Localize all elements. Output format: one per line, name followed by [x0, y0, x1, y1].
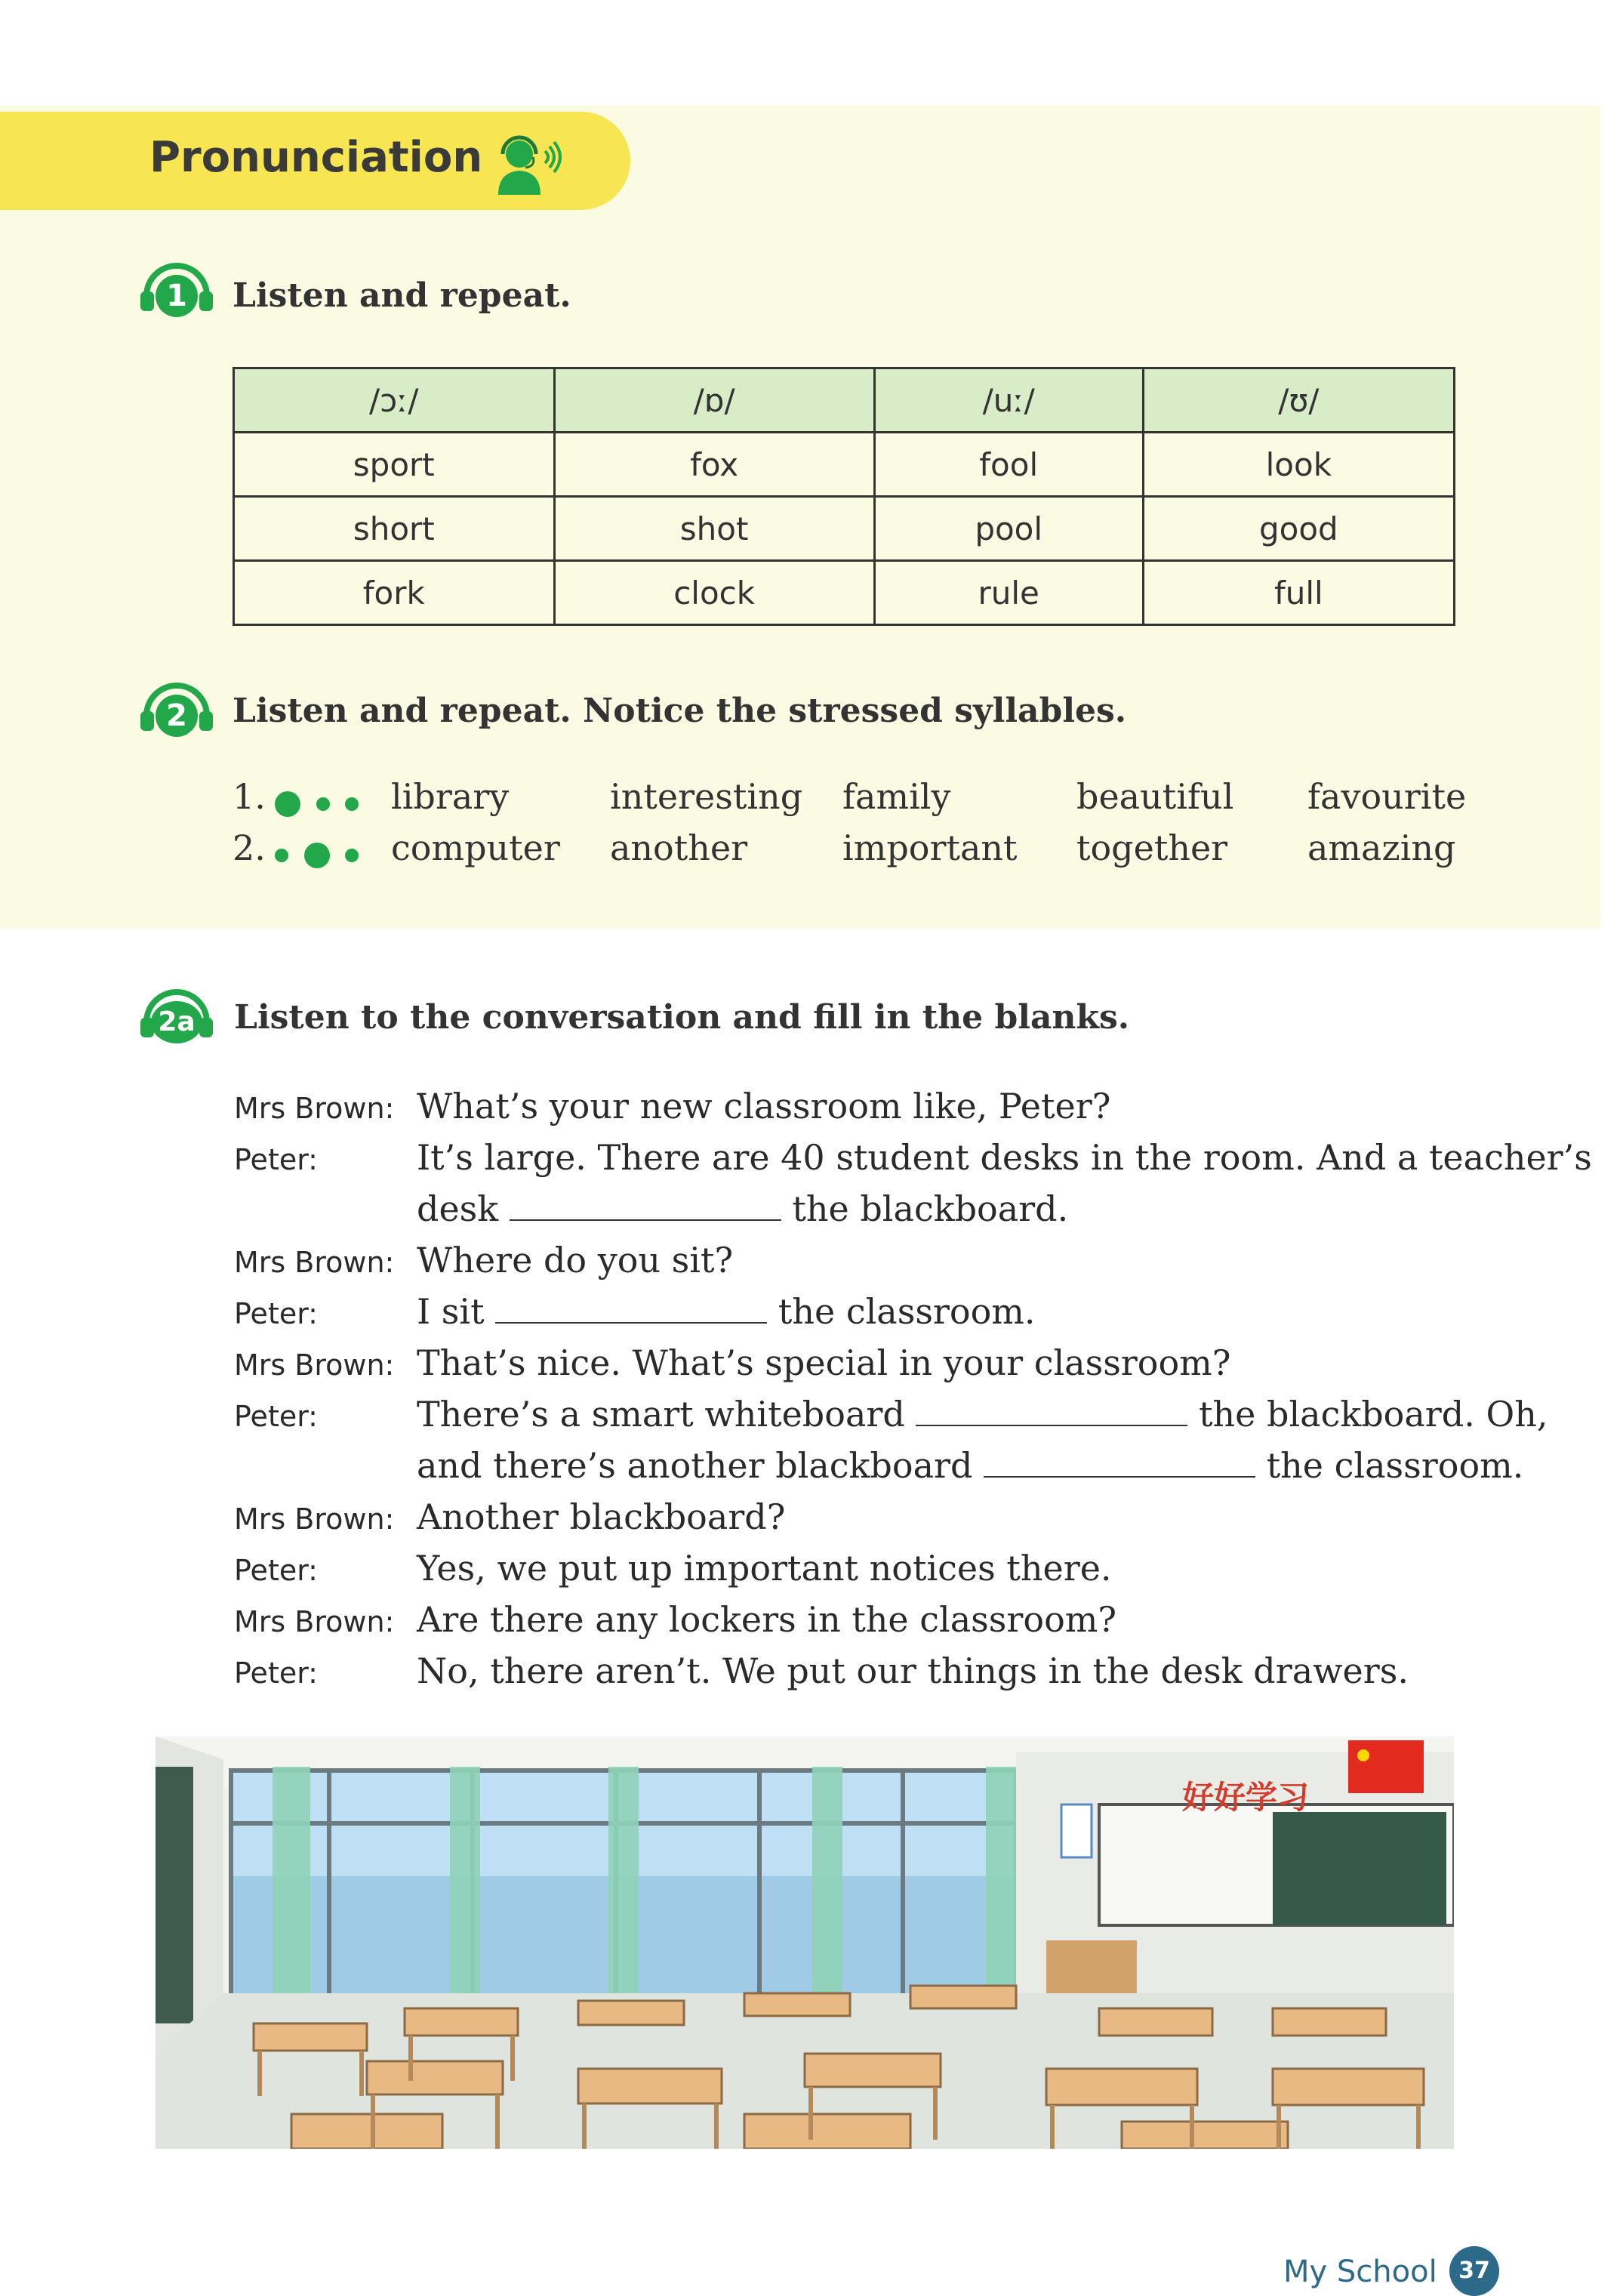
stress-group-label: 2. [233, 827, 266, 868]
table-header-row [234, 368, 1455, 433]
line-text: Where do you sit? [417, 1240, 734, 1281]
banner-slogan: 好好学习 [1182, 1779, 1310, 1816]
line-text: I sit [417, 1291, 485, 1332]
stress-group-label: 1. [233, 776, 266, 817]
line-text: Are there any lockers in the classroom? [417, 1599, 1117, 1640]
line-text: and there’s another blackboard [417, 1445, 973, 1486]
speaker: Peter: [234, 1297, 318, 1330]
answer-blank-3[interactable] [916, 1398, 1187, 1426]
line-text: What’s your new classroom like, Peter? [417, 1086, 1111, 1126]
dialogue-line [234, 1137, 1592, 1182]
stress-group-2 [233, 827, 1471, 873]
line-text: It’s large. There are 40 student desks in the room. And a teacher’s [417, 1137, 1592, 1178]
stress-pattern-strong-weak-weak [275, 781, 359, 821]
dialogue-line [234, 1240, 1472, 1285]
section-title: Pronunciation [149, 133, 483, 182]
stress-group-1 [233, 776, 1471, 821]
line-text: the blackboard. [792, 1188, 1069, 1229]
dialogue-line [234, 1188, 1472, 1234]
dialogue-line [234, 1342, 1472, 1388]
stress-word: another [610, 827, 748, 868]
column-header: /uː/ [874, 368, 1143, 433]
headset-speaker-icon [489, 125, 565, 201]
table-cell: look [1143, 433, 1454, 497]
stress-word: beautiful [1076, 776, 1234, 817]
line-text: That’s nice. What’s special in your classroom? [417, 1342, 1231, 1383]
speaker: Peter: [234, 1657, 318, 1690]
speaker: Peter: [234, 1143, 318, 1176]
line-text: desk [417, 1188, 499, 1229]
dialogue-line [234, 1599, 1472, 1644]
dialogue-line [234, 1394, 1548, 1439]
line-text: Yes, we put up important notices there. [417, 1548, 1112, 1589]
unit-title: My School [1283, 2254, 1437, 2289]
dialogue-line [234, 1496, 1472, 1542]
stress-word: interesting [610, 776, 803, 817]
table-cell: short [234, 497, 555, 561]
stress-word: amazing [1307, 827, 1456, 868]
line-text: the classroom. [1266, 1445, 1524, 1486]
stress-word: library [391, 776, 510, 817]
line-text: No, there aren’t. We put our things in the desk drawers. [417, 1650, 1409, 1691]
answer-blank-2[interactable] [495, 1295, 767, 1324]
stress-word: favourite [1307, 776, 1467, 817]
speaker: Mrs Brown: [234, 1348, 395, 1382]
line-text: Another blackboard? [417, 1496, 786, 1537]
phonetics-table [233, 367, 1455, 626]
table-cell: clock [554, 561, 874, 625]
table-cell: good [1143, 497, 1454, 561]
answer-blank-1[interactable] [510, 1192, 781, 1221]
stress-word: together [1076, 827, 1228, 868]
table-cell: shot [554, 497, 874, 561]
activity-2a-instruction: Listen to the conversation and fill in the blanks. [234, 998, 1130, 1037]
speaker: Mrs Brown: [234, 1092, 395, 1125]
activity-2-number: 2 [156, 695, 198, 737]
dialogue-line [234, 1291, 1472, 1336]
speaker: Mrs Brown: [234, 1502, 395, 1536]
answer-blank-4[interactable] [984, 1449, 1255, 1478]
table-cell: fox [554, 433, 874, 497]
stress-pattern-weak-strong-weak [275, 832, 359, 873]
stress-word: family [842, 776, 951, 817]
line-text: the classroom. [778, 1291, 1036, 1332]
column-header: /ɒ/ [554, 368, 874, 433]
speaker: Peter: [234, 1554, 318, 1587]
line-text: There’s a smart whiteboard [417, 1394, 905, 1435]
table-row [234, 497, 1455, 561]
table-cell: fool [874, 433, 1143, 497]
dialogue-line [234, 1445, 1524, 1490]
dialogue [234, 1086, 1592, 1691]
table-cell: rule [874, 561, 1143, 625]
speaker: Mrs Brown: [234, 1605, 395, 1638]
column-header: /ʊ/ [1143, 368, 1454, 433]
dialogue-line [234, 1086, 1472, 1131]
table-cell: full [1143, 561, 1454, 625]
activity-1-instruction: Listen and repeat. [233, 276, 571, 315]
classroom-illustration [156, 1737, 1454, 2149]
stress-word: important [842, 827, 1018, 868]
dialogue-line [234, 1650, 1472, 1696]
activity-2-instruction: Listen and repeat. Notice the stressed syllables. [233, 692, 1127, 730]
table-cell: fork [234, 561, 555, 625]
activity-1-number: 1 [156, 275, 198, 317]
table-row [234, 433, 1455, 497]
dialogue-line [234, 1548, 1472, 1593]
line-text: the blackboard. Oh, [1199, 1394, 1548, 1435]
table-cell: pool [874, 497, 1143, 561]
page-number: 37 [1449, 2246, 1499, 2296]
speaker: Peter: [234, 1400, 318, 1433]
table-cell: sport [234, 433, 555, 497]
column-header: /ɔː/ [234, 368, 555, 433]
activity-2a-number: 2a [151, 1001, 202, 1043]
stress-word: computer [391, 827, 560, 868]
speaker: Mrs Brown: [234, 1246, 395, 1279]
table-row [234, 561, 1455, 625]
